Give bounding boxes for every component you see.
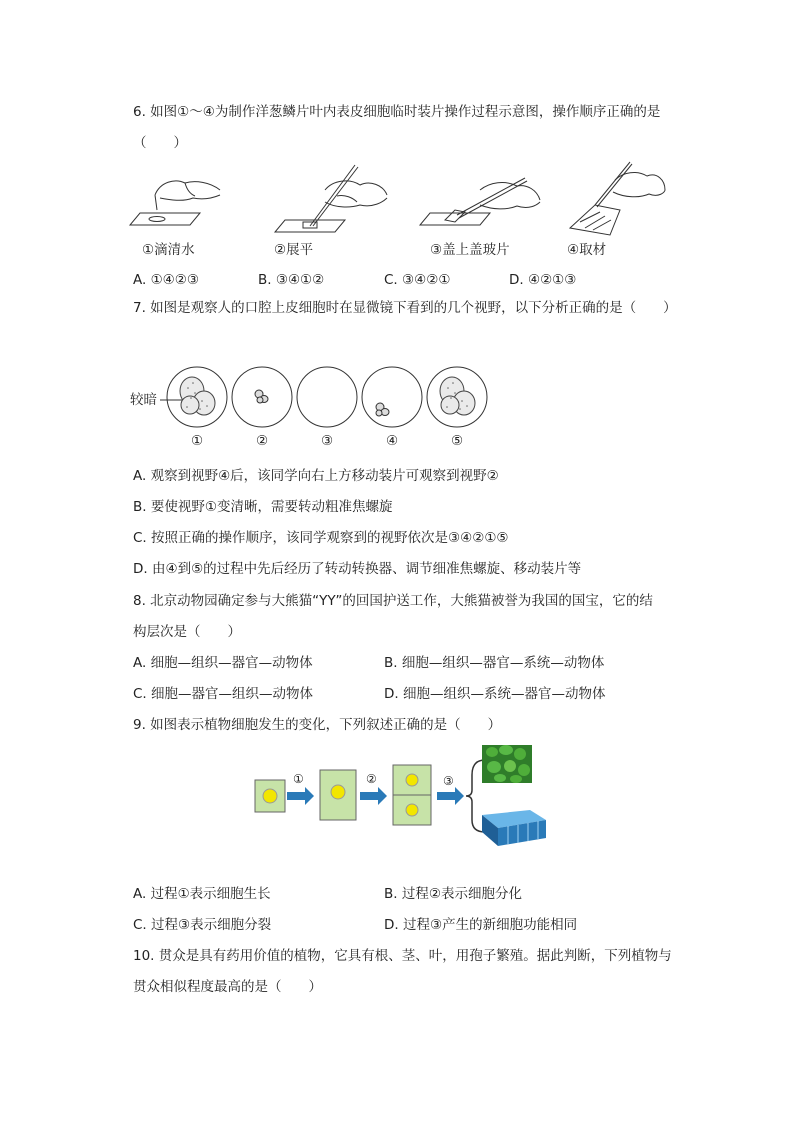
q9-cell-divided — [393, 765, 431, 825]
q9-cell-small — [255, 780, 285, 812]
q7-view-5 — [427, 367, 487, 427]
q6-stem-line2: （ ） — [133, 135, 187, 151]
q6-option-b[interactable]: B. ③④①② — [258, 272, 325, 288]
q9-stem: 9. 如图表示植物细胞发生的变化，下列叙述正确的是（ ） — [133, 717, 502, 733]
q9-process-label-1: ① — [293, 772, 304, 786]
q7-view-3 — [297, 367, 357, 427]
q8-option-a[interactable]: A. 细胞—组织—器官—动物体 — [133, 655, 313, 671]
q10-stem-line2: 贯众相似程度最高的是（ ） — [133, 979, 322, 995]
q7-view-2 — [232, 367, 292, 427]
q7-figure — [160, 363, 495, 433]
q6-option-d[interactable]: D. ④②①③ — [509, 272, 577, 288]
q6-figure — [125, 150, 670, 240]
q9-option-a[interactable]: A. 过程①表示细胞生长 — [133, 886, 271, 902]
q8-stem-line2: 构层次是（ ） — [133, 624, 241, 640]
q9-option-c[interactable]: C. 过程③表示细胞分裂 — [133, 917, 272, 933]
q7-option-d[interactable]: D. 由④到⑤的过程中先后经历了转动转换器、调节细准焦螺旋、移动装片等 — [133, 561, 582, 577]
q10-stem-line1: 10. 贯众是具有药用价值的植物，它具有根、茎、叶，用孢子繁殖。据此判断，下列植物与 — [133, 948, 672, 964]
q7-view-label-3: ③ — [321, 433, 334, 449]
q7-view-label-2: ② — [256, 433, 269, 449]
q9-option-b[interactable]: B. 过程②表示细胞分化 — [384, 886, 522, 902]
q6-step3-drawing — [420, 178, 540, 225]
q9-cell-grown — [320, 770, 356, 820]
q9-figure — [250, 740, 560, 850]
q9-tissue-blue — [482, 810, 546, 846]
q7-view-label-4: ④ — [386, 433, 399, 449]
q6-step2-drawing — [275, 165, 387, 232]
q6-option-c[interactable]: C. ③④②① — [384, 272, 451, 288]
q7-option-b[interactable]: B. 要使视野①变清晰，需要转动粗准焦螺旋 — [133, 499, 393, 515]
q7-view-label-5: ⑤ — [451, 433, 464, 449]
q7-stem: 7. 如图是观察人的口腔上皮细胞时在显微镜下看到的几个视野，以下分析正确的是（ ） — [133, 300, 677, 316]
q9-arrow-1 — [287, 787, 314, 805]
q8-stem-line1: 8. 北京动物园确定参与大熊猫“YY”的回国护送工作，大熊猫被誉为我国的国宝，它的结 — [133, 593, 653, 609]
q8-option-d[interactable]: D. 细胞—组织—系统—器官—动物体 — [384, 686, 606, 702]
q6-option-a[interactable]: A. ①④②③ — [133, 272, 199, 288]
q6-caption-4: ④取材 — [567, 242, 607, 258]
q7-option-a[interactable]: A. 观察到视野④后，该同学向右上方移动装片可观察到视野② — [133, 468, 499, 484]
q9-process-label-3: ③ — [443, 774, 454, 788]
q9-tissue-green — [482, 745, 532, 783]
q6-caption-1: ①滴清水 — [142, 242, 195, 258]
q8-option-b[interactable]: B. 细胞—组织—器官—系统—动物体 — [384, 655, 605, 671]
q6-step1-drawing — [130, 181, 220, 225]
q6-step4-drawing — [570, 162, 665, 235]
q6-caption-2: ②展平 — [274, 242, 314, 258]
q7-option-c[interactable]: C. 按照正确的操作顺序，该同学观察到的视野依次是③④②①⑤ — [133, 530, 509, 546]
q7-figure-label: 较暗 — [130, 392, 157, 408]
q9-arrow-2 — [360, 787, 387, 805]
q9-process-label-2: ② — [366, 772, 377, 786]
q7-view-label-1: ① — [191, 433, 204, 449]
q6-caption-3: ③盖上盖玻片 — [430, 242, 510, 258]
q9-option-d[interactable]: D. 过程③产生的新细胞功能相同 — [384, 917, 578, 933]
q7-view-1 — [167, 367, 227, 427]
q8-option-c[interactable]: C. 细胞—器官—组织—动物体 — [133, 686, 314, 702]
q7-view-4 — [362, 367, 422, 427]
q6-stem-line1: 6. 如图①～④为制作洋葱鳞片叶内表皮细胞临时装片操作过程示意图，操作顺序正确的是 — [133, 104, 661, 120]
